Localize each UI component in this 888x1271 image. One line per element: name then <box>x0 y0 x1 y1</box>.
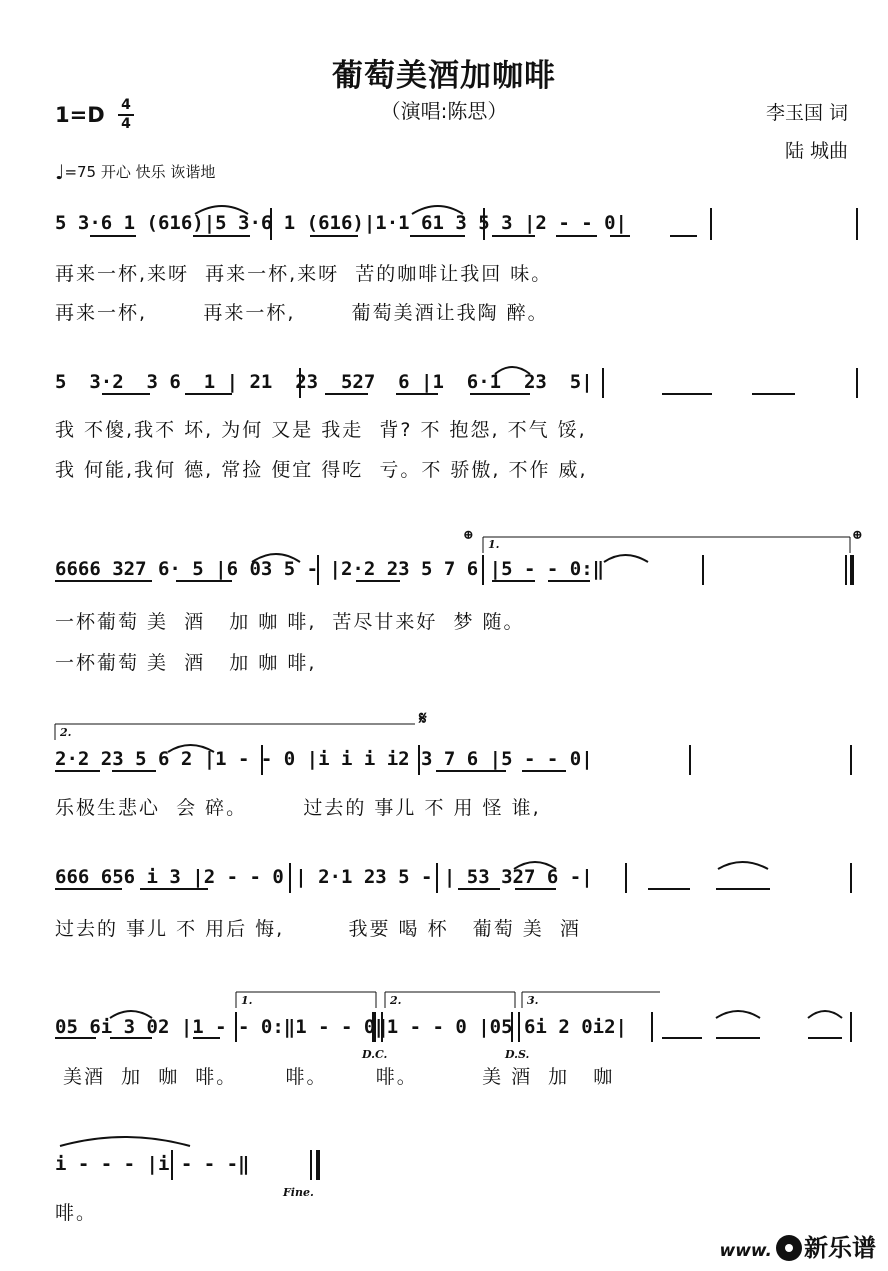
system-5-lyrics: 过去的 事儿 不 用后 悔, 我要 喝 杯 葡萄 美 酒 <box>55 918 581 940</box>
system-6-lyrics: 美酒 加 咖 啡。 啡。 啡。 美 酒 加 咖 <box>55 1066 615 1088</box>
site-watermark <box>720 1228 877 1263</box>
coda-mark-left: ⊕ <box>463 528 474 543</box>
system-5-notes: 666 656 i 3 |2 - - 0 | 2·1 23 5 - | 53 327 6 -| <box>55 866 593 888</box>
system-1-lyrics-verse-2: 再来一杯, 再来一杯, 葡萄美酒让我陶 醉。 <box>55 302 549 324</box>
system-4-lyrics: 乐极生悲心 会 碎。 过去的 事儿 不 用 怪 谁, <box>55 797 541 819</box>
volta-2-label-sys4: 2. <box>60 726 72 739</box>
system-1-lyrics-verse-1: 再来一杯,来呀 再来一杯,来呀 苦的咖啡让我回 味。 <box>55 263 553 285</box>
ds-mark: D.S. <box>505 1048 530 1061</box>
volta-2-label: 2. <box>390 994 402 1007</box>
system-7-notes: i - - - |i - - -‖ <box>55 1153 250 1175</box>
segno-mark: 𝄋 <box>419 708 427 729</box>
system-3-notes: 6666 327 6· 5 |6 03 5 - |2·2 23 5 7 6 |5 - - 0:‖ <box>55 558 605 580</box>
time-top: 4 <box>121 97 131 113</box>
system-2-notes: 5 3·2 3 6 1 | 21 23 527 6 |1 6·1 23 5| <box>55 371 593 393</box>
system-1-notes: 5 3·6 1 (616)|5 3·6 1 (616)|1·1 61 3 5 3 |2 - - 0| <box>55 212 627 234</box>
lyricist-credit: 李玉国 词 <box>765 102 848 124</box>
volta-1-label: 1. <box>241 994 253 1007</box>
system-2-lyrics-verse-2: 我 何能,我何 德, 常捡 便宜 得吃 亏。不 骄傲, 不作 威, <box>55 459 588 481</box>
system-6-notes: 05 6i 3 02 |1 - - 0:‖1 - - 0‖1 - - 0 |05 6i 2 0i2| <box>55 1016 627 1038</box>
disc-icon <box>776 1235 802 1261</box>
system-3-lyrics-verse-2: 一杯葡萄 美 酒 加 咖 啡, <box>55 652 317 674</box>
system-2-lyrics-verse-1: 我 不傻,我不 坏, 为何 又是 我走 背? 不 抱怨, 不气 馁, <box>55 419 587 441</box>
score-title: 葡萄美酒加咖啡 <box>332 58 556 94</box>
volta-1-label-sys3: 1. <box>488 538 500 551</box>
coda-mark-right: ⊕ <box>852 528 863 543</box>
tempo-text: =75 开心 快乐 诙谐地 <box>64 163 216 181</box>
volta-3-label: 3. <box>527 994 539 1007</box>
fine-mark: Fine. <box>283 1186 314 1199</box>
time-bottom: 4 <box>121 116 131 132</box>
singer-credit: （演唱:陈思） <box>380 99 508 123</box>
system-3-lyrics-verse-1: 一杯葡萄 美 酒 加 咖 啡, 苦尽甘来好 梦 随。 <box>55 611 525 633</box>
system-4-notes: 2·2 23 5 6 2 |1 - - 0 |i i i i2 3 7 6 |5 - - 0| <box>55 748 593 770</box>
site-url: www. <box>719 1241 772 1261</box>
key-signature: 1=D <box>55 103 105 127</box>
quarter-note-icon: ♩ <box>55 160 65 184</box>
system-7-lyrics: 啡。 <box>55 1202 98 1224</box>
composer-credit: 陆 城曲 <box>784 140 848 162</box>
dc-mark: D.C. <box>362 1048 388 1061</box>
site-brand: 新乐谱 <box>804 1234 876 1262</box>
